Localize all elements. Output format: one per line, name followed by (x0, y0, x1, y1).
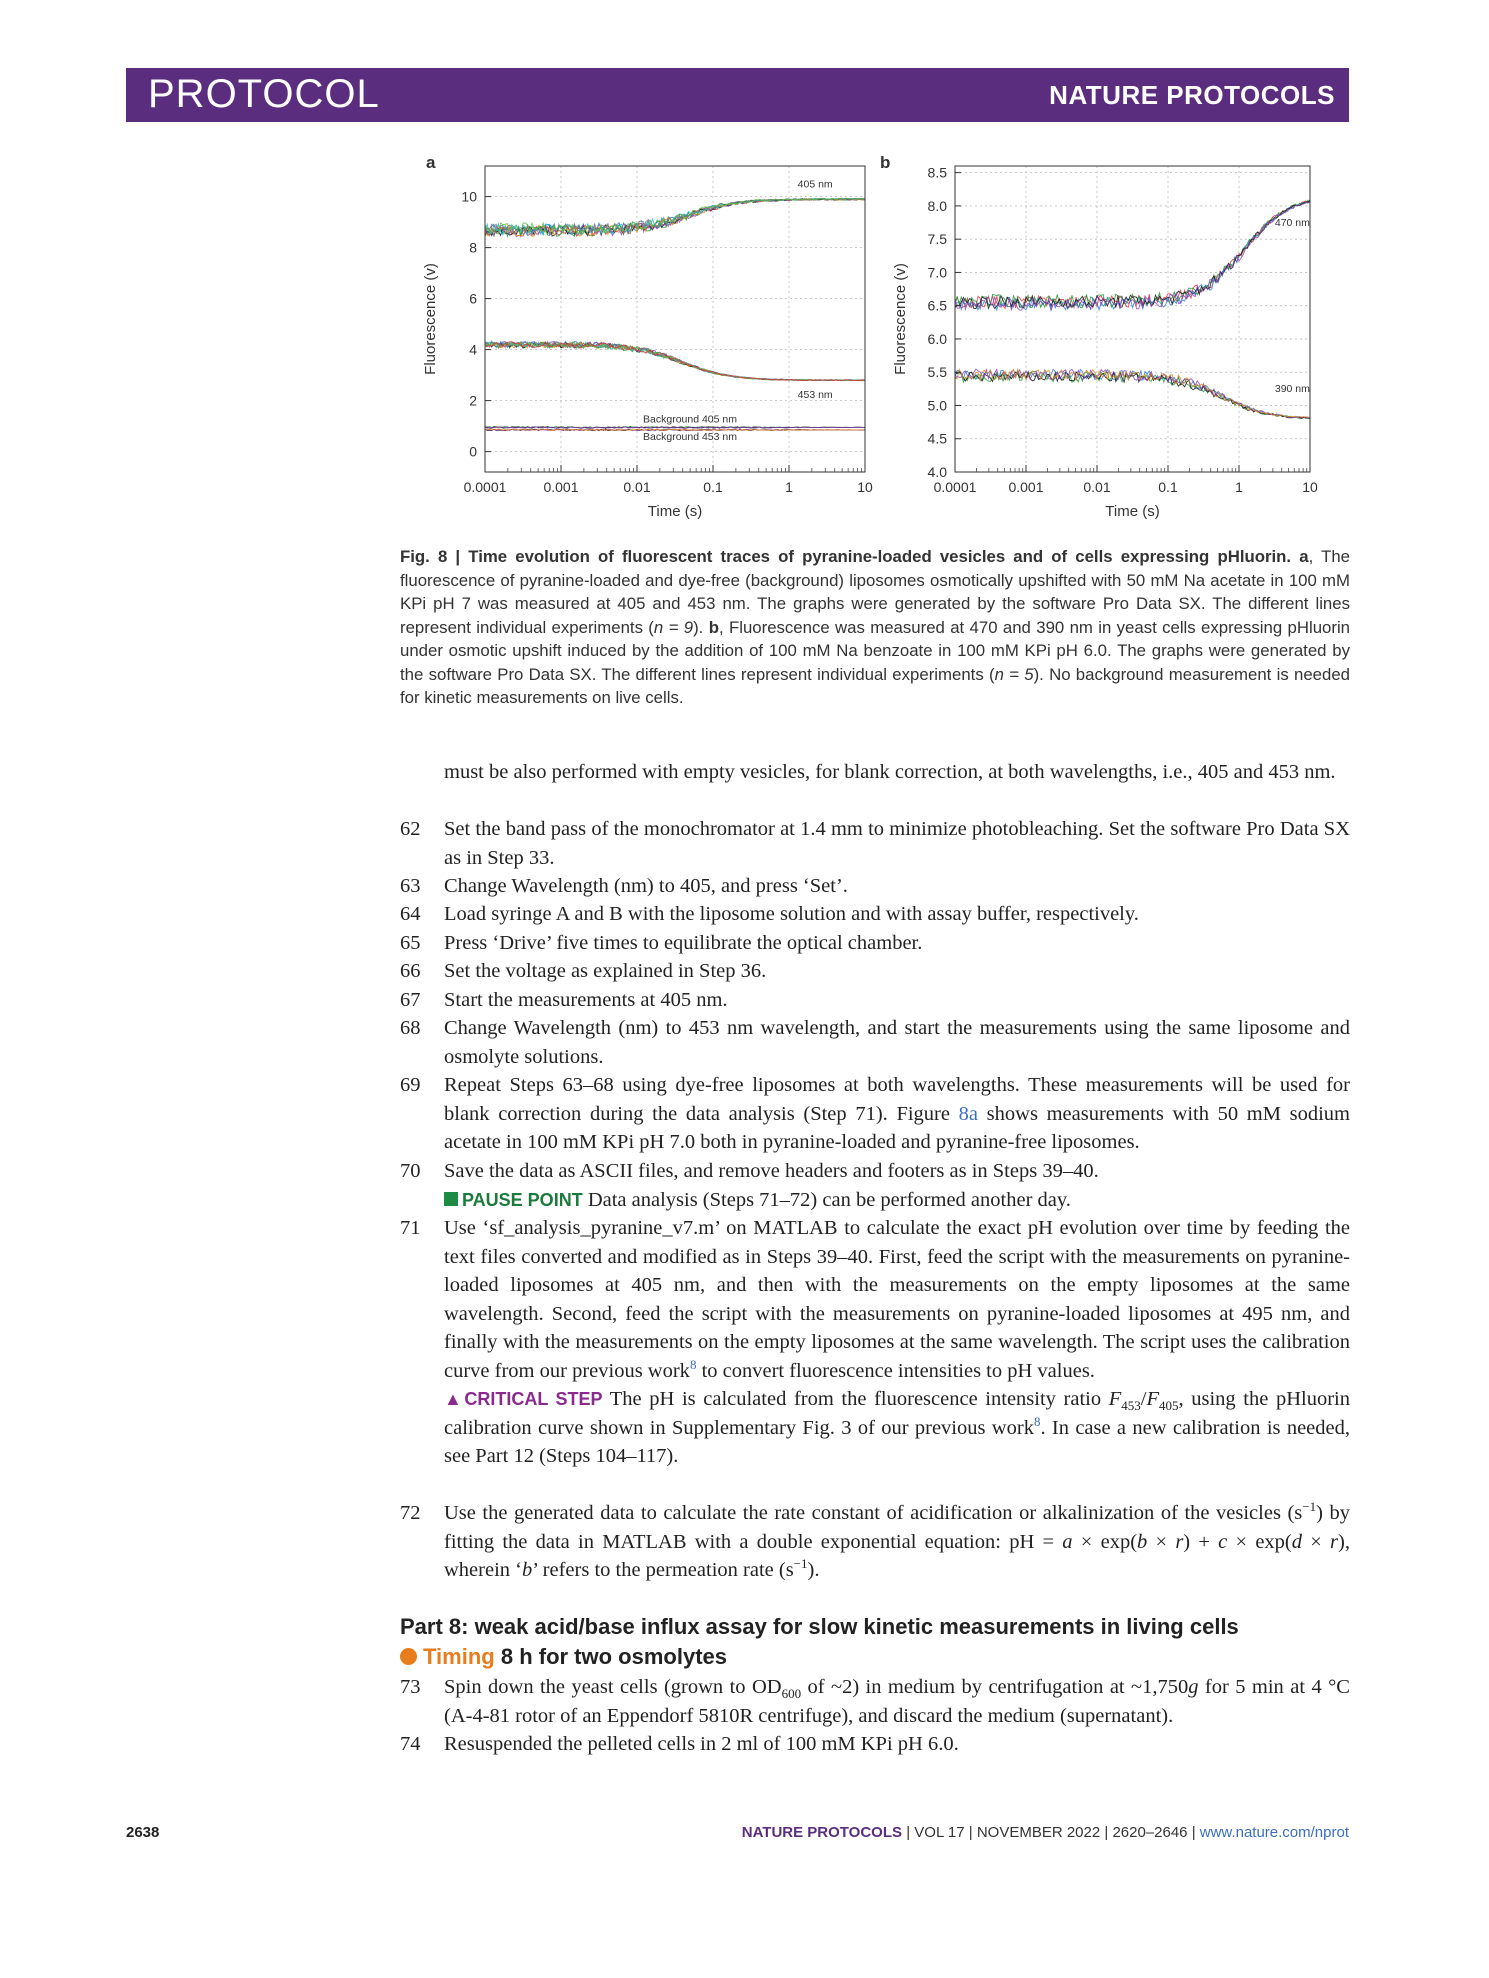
y-tick-label: 2 (469, 392, 477, 409)
step-68: 68 Change Wavelength (nm) to 453 nm wavelength, and start the measurements using the same liposome and osmolyte solutions. (400, 1017, 1350, 1068)
chart-panel-a (410, 150, 880, 540)
caption-a-n: n = 9 (653, 617, 694, 637)
y-tick-label: 5.0 (927, 397, 947, 414)
caption-a-text: , The fluorescence of pyranine-loaded and dye-free (background) liposomes osmotically upshifted with 50 mM Na acetate in 100 mM KPi pH 7 was measured at 405 and 453 nm. The graphs were generated by the software Pro Data SX. The different lines represent individual experiments ( (400, 547, 1350, 637)
step-72: 72 Use the generated data to calculate the rate constant of acidification or alkalinization of the vesicles $(s^{-1})$ by fitting the data in MATLAB with a double exponential equation: pH = a × exp(b × r) + c × exp(d × r), wherein ‘b’ refers to the permeation rate $(s^{-1})$. (400, 1499, 1350, 1581)
x-tick-label: 0.0001 (463, 479, 507, 495)
step-62: 62 Set the band pass of the monochromator at 1.4 mm to minimize photobleaching. Set the software Pro Data SX as in Step 33. (400, 818, 1350, 869)
ref-8-link-2[interactable]: 8 (1033, 1413, 1041, 1429)
series-line-453-nm (485, 342, 865, 380)
y-tick-label: 5.5 (927, 364, 947, 381)
y-tick-label: 8.5 (927, 164, 947, 181)
section-label: PROTOCOL (148, 72, 380, 116)
step-70: 70 Save the data as ASCII files, and remove headers and footers as in Steps 39–40. PAUSE POINT Data analysis (Steps 71–72) can be performed another day. (400, 1160, 1099, 1211)
label-453nm: 453 nm (797, 389, 833, 402)
caption-title: Fig. 8 | Time evolution of fluorescent traces of pyranine-loaded vesicles and of cells expressing pHluorin. (400, 547, 1292, 566)
pause-point-label: PAUSE POINT (462, 1189, 583, 1210)
y-tick-label: 6 (469, 290, 477, 307)
x-tick-label: 0.001 (543, 479, 579, 495)
step-66: 66 Set the voltage as explained in Step 36. (400, 960, 767, 982)
x-axis-title: Time (s) (647, 503, 703, 520)
plot-frame (485, 166, 865, 472)
label-405nm: 405 nm (797, 178, 833, 191)
timing-line: Timing 8 h for two osmolytes (400, 1644, 727, 1670)
x-tick-label: 10 (857, 479, 873, 495)
step-69: 69 Repeat Steps 63–68 using dye-free liposomes at both wavelengths. These measurements will be used for blank correction during the data analysis (Step 71). Figure 8a shows measurements with 50 mM sodium acetate in 100 mM KPi pH 7.0 both in pyranine-loaded and pyranine-free liposomes. (400, 1074, 1351, 1153)
step-74: 74 Resuspended the pelleted cells in 2 ml of 100 mM KPi pH 6.0. (400, 1733, 959, 1755)
x-tick-label: 0.01 (1083, 479, 1111, 495)
y-tick-label: 4.5 (927, 430, 947, 447)
step-71: 71 Use ‘sf_analysis_pyranine_v7.m’ on MATLAB to calculate the exact pH evolution over time by feeding the text files converted and modified as in Steps 39–40. First, feed the script with the measurements on pyranine-loaded liposomes at 405 nm, and then with the measurements on the empty liposomes at the same wavelength. Second, feed the script with the measurements on pyranine-loaded liposomes at 495 nm, and finally with the measurements on the empty liposomes at the same wavelength. The script uses the calibration curve from our previous work$^8$ to convert fluorescence intensities to pH values. ▲CRITICAL STEP The pH is calculated from the fluorescence intensity ratio $F_{453}/F_{405}$, using the pHluorin calibration curve shown in Supplementary Fig. 3 of our previous work$^8$. In case a new calibration is needed, see Part 12 (Steps 104–117). (400, 1217, 1351, 1467)
series-line-405-nm (485, 198, 865, 234)
page-number: 2638 (126, 1824, 160, 1841)
critical-step-label: ▲CRITICAL STEP (444, 1389, 603, 1409)
y-axis-title: Fluorescence (v) (422, 263, 439, 375)
chart-panel-b (870, 150, 1330, 540)
label-background-405: Background 405 nm (643, 413, 738, 426)
x-tick-label: 1 (785, 479, 793, 495)
header-bar (126, 68, 1349, 122)
part8-title: Part 8: weak acid/base influx assay for slow kinetic measurements in living cells (400, 1614, 1239, 1639)
journal-name: NATURE PROTOCOLS (1049, 80, 1335, 110)
y-tick-label: 4.0 (927, 464, 947, 480)
y-tick-label: 4 (469, 341, 477, 358)
x-tick-label: 0.1 (1158, 479, 1178, 495)
pause-square-icon (444, 1192, 458, 1206)
label-background-453: Background 453 nm (643, 431, 738, 444)
footer-citation: NATURE PROTOCOLS | VOL 17 | NOVEMBER 2022 | 2620–2646 | www.nature.com/nprot (741, 1824, 1349, 1841)
x-tick-label: 0.01 (623, 479, 651, 495)
y-tick-label: 7.0 (927, 264, 947, 281)
y-tick-label: 8.0 (927, 197, 947, 214)
step-73: 73 Spin down the yeast cells (grown to $OD_{600}$ of ~2) in medium by centrifugation at ~1,750g for 5 min at 4 °C (A-4-81 rotor of an Eppendorf 5810R centrifuge), and discard the medium (supernatant). (400, 1676, 1350, 1727)
label-390nm: 390 nm (1274, 383, 1310, 396)
step-64: 64 Load syringe A and B with the liposome solution and with assay buffer, respectively. (400, 903, 1139, 925)
clock-dot-icon (400, 1648, 417, 1665)
panel-b-label: b (880, 153, 891, 172)
label-470nm: 470 nm (1274, 216, 1310, 229)
y-axis-title: Fluorescence (v) (892, 263, 909, 375)
panel-a-label: a (426, 153, 436, 172)
plot-frame (955, 166, 1310, 472)
series-line-470-nm (955, 201, 1310, 309)
ref-8-link[interactable]: 8 (689, 1356, 697, 1372)
x-tick-label: 1 (1235, 479, 1243, 495)
step-63: 63 Change Wavelength (nm) to 405, and press ‘Set’. (400, 875, 848, 897)
series-line-470-nm (955, 200, 1310, 307)
caption-b-text: , Fluorescence was measured at 470 and 390 nm in yeast cells expressing pHluorin under osmotic upshift induced by the addition of 100 mM Na benzoate in 100 mM KPi pH 6.0. The graphs were generated by the software Pro Data SX. The different lines represent individual experiments ( (400, 617, 1351, 684)
y-tick-label: 6.0 (927, 330, 947, 347)
figure-caption: Fig. 8 | Time evolution of fluorescent traces of pyranine-loaded vesicles and of cells expressing pHluorin. a, The fluorescence of pyranine-loaded and dye-free (background) liposomes osmotically upshifted with 50 mM Na acetate in 100 mM KPi pH 7 was measured at 405 and 453 nm. The graphs were generated by the software Pro Data SX. The different lines represent individual experiments (n = 9). b, Fluorescence was measured at 470 and 390 nm in yeast cells expressing pHluorin under osmotic upshift induced by the addition of 100 mM Na benzoate in 100 mM KPi pH 6.0. The graphs were generated by the software Pro Data SX. The different lines represent individual experiments (n = 5). No background measurement is needed for kinetic measurements on live cells. (400, 547, 1351, 707)
caption-a-label: a (1299, 547, 1309, 566)
x-axis-title: Time (s) (1105, 503, 1160, 520)
step-65: 65 Press ‘Drive’ five times to equilibrate the optical chamber. (400, 932, 923, 954)
caption-end: ). No background measurement is needed for kinetic measurements on live cells. (400, 664, 1350, 707)
caption-b-label: b (708, 617, 719, 637)
warning-triangle-icon: ▲ (444, 1389, 465, 1409)
y-tick-label: 7.5 (927, 231, 947, 248)
figure-link[interactable]: 8a (958, 1102, 978, 1125)
journal-url-link[interactable]: www.nature.com/nprot (1199, 1824, 1349, 1841)
x-tick-label: 0.001 (1008, 479, 1044, 495)
series-line-470-nm (955, 201, 1310, 308)
x-tick-label: 0.1 (703, 479, 723, 495)
step-67: 67 Start the measurements at 405 nm. (400, 989, 728, 1011)
intro-paragraph: must be also performed with empty vesicles, for blank correction, at both wavelengths, i.e., 405 and 453 nm. (444, 761, 1336, 783)
y-tick-label: 0 (469, 443, 477, 460)
x-tick-label: 10 (1302, 479, 1318, 495)
caption-b-n: n = 5 (994, 664, 1034, 684)
y-tick-label: 8 (469, 239, 477, 256)
y-tick-label: 10 (461, 188, 477, 205)
x-tick-label: 0.0001 (933, 479, 977, 495)
series-line-390-nm (955, 369, 1310, 418)
y-tick-label: 6.5 (927, 297, 947, 314)
